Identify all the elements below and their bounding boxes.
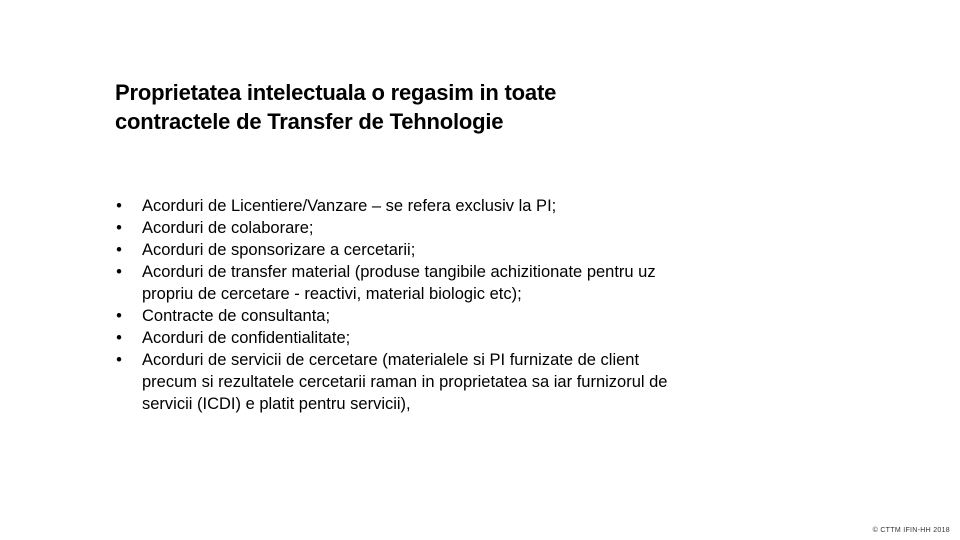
bullet-text: Acorduri de sponsorizare a cercetarii; [142, 241, 416, 259]
bullet-icon: • [116, 197, 122, 215]
bullet-icon: • [116, 329, 122, 347]
bullet-item [113, 217, 763, 239]
bullet-text: Acorduri de colaborare; [142, 219, 314, 237]
slide-title-line-1: Proprietatea intelectuala o regasim in toate [115, 80, 557, 105]
bullet-icon: • [116, 351, 122, 369]
bullet-text: Acorduri de Licentiere/Vanzare – se refera exclusiv la PI; [142, 197, 557, 215]
bullet-icon: • [116, 219, 122, 237]
bullet-item [113, 327, 763, 349]
bullet-text: Contracte de consultanta; [142, 307, 331, 325]
footer-copyright: © CTTM IFIN-HH 2018 [872, 527, 950, 534]
bullet-text: Acorduri de confidentialitate; [142, 329, 351, 347]
bullet-icon: • [116, 263, 122, 281]
bullet-item [113, 349, 763, 415]
bullet-text: Acorduri de servicii de cercetare (materialele si PI furnizate de client [142, 351, 640, 369]
bullet-list [113, 195, 763, 415]
bullet-text: servicii (ICDI) e platit pentru servicii), [142, 395, 411, 413]
bullet-item [113, 305, 763, 327]
bullet-item [113, 195, 763, 217]
slide-title-line-2: contractele de Transfer de Tehnologie [115, 109, 504, 134]
bullet-text: precum si rezultatele cercetarii raman in proprietatea sa iar furnizorul de [142, 373, 668, 391]
bullet-icon: • [116, 241, 122, 259]
slide-title [115, 78, 755, 136]
bullet-item [113, 239, 763, 261]
bullet-icon: • [116, 307, 122, 325]
bullet-item [113, 261, 763, 305]
bullet-text: propriu de cercetare - reactivi, material biologic etc); [142, 285, 522, 303]
bullet-text: Acorduri de transfer material (produse tangibile achizitionate pentru uz [142, 263, 656, 281]
